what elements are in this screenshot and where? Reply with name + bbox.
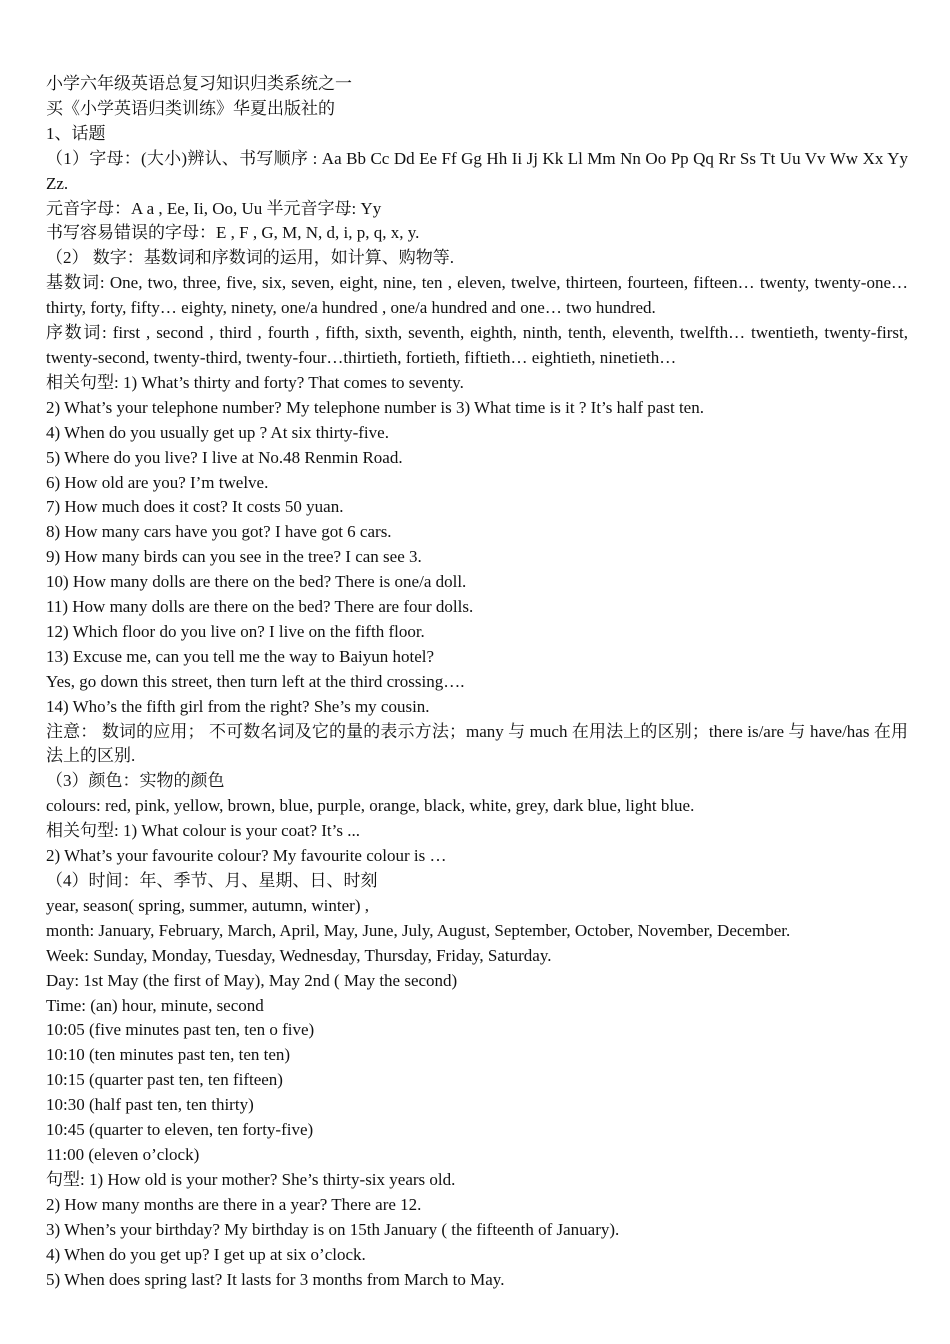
sentence-pattern-line: 11) How many dolls are there on the bed? There are four dolls. [46,597,474,617]
sentence-pattern-line: 6) How old are you? I’m twelve. [46,472,269,492]
sentence-pattern-line: 5) When does spring last? It lasts for 3 months from March to May. [46,1269,505,1289]
section-heading-topics: 1、话题 [46,123,106,143]
paragraph-day: Day: 1st May (the first of May), May 2nd ( May the second) [46,970,458,990]
time-example-line: 11:00 (eleven o’clock) [46,1144,200,1164]
sentence-pattern-line: 2) What’s your telephone number? My telephone number is 3) What time is it ? It’s half past ten. [46,397,704,417]
sentence-pattern-line: 2) What’s your favourite colour? My favourite colour is … [46,846,447,866]
time-example-line: 10:45 (quarter to eleven, ten forty-five) [46,1120,314,1140]
time-example-line: 10:10 (ten minutes past ten, ten ten) [46,1045,291,1065]
paragraph-weekdays: Week: Sunday, Monday, Tuesday, Wednesday, Thursday, Friday, Saturday. [46,945,552,965]
sentence-pattern-line: 12) Which floor do you live on? I live on the fifth floor. [46,621,425,641]
paragraph-error-letters: 书写容易错误的字母：E , F , G, M, N, d, i, p, q, x, y. [46,223,420,243]
document-page [46,72,908,1292]
time-example-line: 10:30 (half past ten, ten thirty) [46,1095,254,1115]
paragraph-notes: 注意： 数词的应用； 不可数名词及它的量的表示方法；many 与 much 在用法上的区别；there is/are 与 have/has 在用法上的区别. [46,721,908,766]
sentence-pattern-line: 9) How many birds can you see in the tree? I can see 3. [46,547,422,567]
paragraph-time-units: Time: (an) hour, minute, second [46,995,264,1015]
paragraph-seasons: year, season( spring, summer, autumn, winter) , [46,895,369,915]
sentence-pattern-line: Yes, go down this street, then turn left at the third crossing…. [46,671,465,691]
sentence-pattern-line: 2) How many months are there in a year? There are 12. [46,1194,422,1214]
sentence-pattern-line: 相关句型: 1) What colour is your coat? It’s ... [46,821,360,841]
document-subtitle: 买《小学英语归类训练》华夏出版社的 [46,98,335,118]
paragraph-months: month: January, February, March, April, May, June, July, August, September, October, November, December. [46,920,791,940]
sentence-pattern-line: 8) How many cars have you got? I have got 6 cars. [46,522,392,542]
sentence-pattern-line: 4) When do you usually get up ? At six thirty-five. [46,422,389,442]
sentence-pattern-line: 相关句型: 1) What’s thirty and forty? That comes to seventy. [46,372,464,392]
sentence-pattern-line: 5) Where do you live? I live at No.48 Renmin Road. [46,447,403,467]
paragraph-vowels: 元音字母：A a , Ee, Ii, Oo, Uu 半元音字母: Yy [46,198,382,218]
paragraph-cardinal-numbers: 基数词: One, two, three, five, six, seven, eight, nine, ten , eleven, twelve, thirteen, fourteen, fifteen… twenty, twenty-one… thirty, forty, fifty… eighty, ninety, one/a hundred , one/a hundred and one… two hundred. [46,273,908,318]
time-example-line: 10:05 (five minutes past ten, ten o five) [46,1020,315,1040]
sentence-pattern-line: 7) How much does it cost? It costs 50 yuan. [46,497,344,517]
sentence-pattern-line: 3) When’s your birthday? My birthday is on 15th January ( the fifteenth of January). [46,1219,620,1239]
subheading-time: （4）时间：年、季节、月、星期、日、时刻 [46,871,378,890]
paragraph-ordinal-numbers: 序数词: first , second , third , fourth , fifth, sixth, seventh, eighth, ninth, tenth, eleventh, twelfth… twentieth, twenty-first, twenty-second, twenty-third, twenty-four…thirtieth, fortieth, fiftieth… eightieth, ninetieth… [46,323,908,367]
paragraph-letters: （1）字母：(大小)辨认、书写顺序 : Aa Bb Cc Dd Ee Ff Gg Hh Ii Jj Kk Ll Mm Nn Oo Pp Qq Rr Ss Tt Uu Vv Ww Xx Yy Zz. [46,148,908,193]
sentence-pattern-line: 10) How many dolls are there on the bed? There is one/a doll. [46,572,467,592]
sentence-pattern-line: 13) Excuse me, can you tell me the way to Baiyun hotel? [46,646,435,666]
sentence-pattern-line: 4) When do you get up? I get up at six o’clock. [46,1244,366,1264]
sentence-pattern-line: 句型: 1) How old is your mother? She’s thirty-six years old. [46,1169,456,1189]
time-example-line: 10:15 (quarter past ten, ten fifteen) [46,1070,283,1090]
document-title: 小学六年级英语总复习知识归类系统之一 [46,74,352,93]
sentence-pattern-line: 14) Who’s the fifth girl from the right? She’s my cousin. [46,696,430,716]
subheading-colours: （3）颜色：实物的颜色 [46,771,225,791]
subheading-numbers: （2） 数字：基数词和序数词的运用，如计算、购物等. [46,248,454,268]
paragraph-colour-list: colours: red, pink, yellow, brown, blue, purple, orange, black, white, grey, dark blue, light blue. [46,796,695,816]
